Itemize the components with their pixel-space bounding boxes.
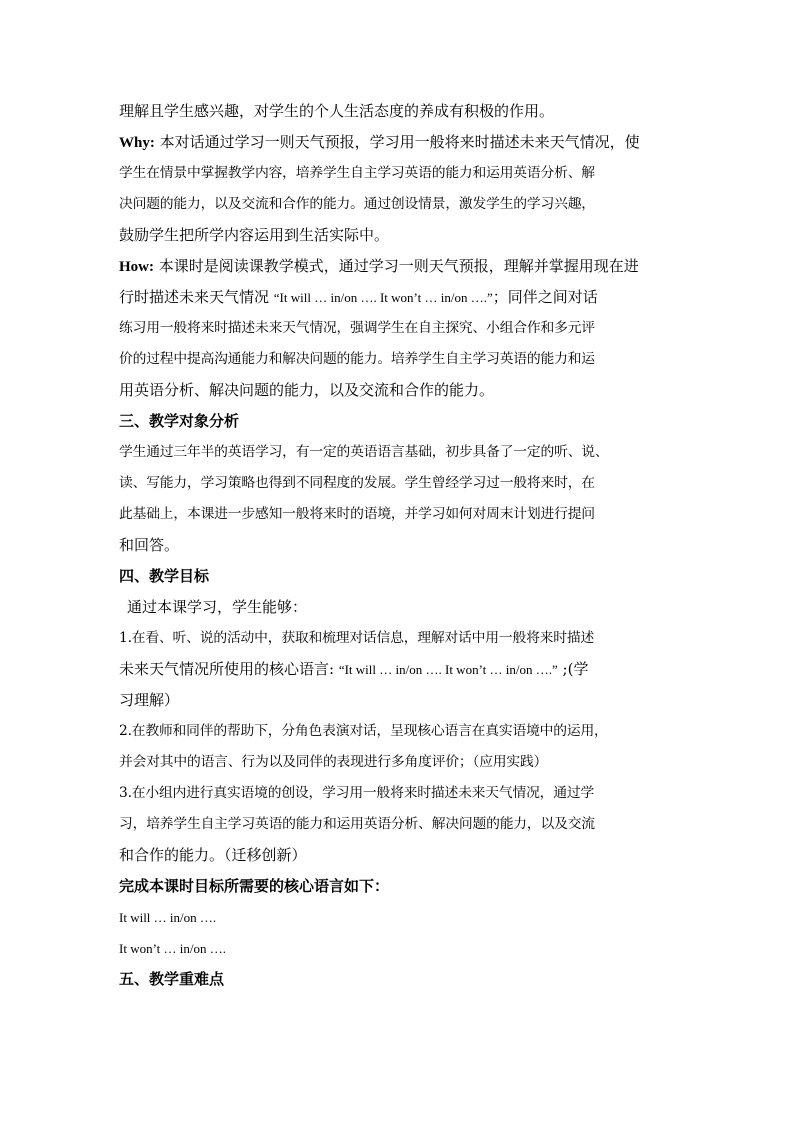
goal-text: 未来天气情况所使用的核心语言: [119, 660, 339, 678]
paragraph-line: 和回答。 [119, 536, 180, 554]
paragraph-line: 用英语分析、解决问题的能力，以及交流和合作的能力。 [119, 381, 495, 399]
how-text: ；同伴之间对话 [492, 288, 598, 306]
why-text: 本对话通过学习一则天气预报，学习用一般将来时描述未来天气情况，使 [154, 133, 640, 151]
goal-text: ;(学 [557, 660, 589, 678]
why-paragraph-line [119, 127, 687, 158]
goal-line: 并会对其中的语言、行为以及同伴的表现进行多角度评价；（应用实践） [119, 754, 548, 770]
goal-line: 1.在看、听、说的活动中，获取和梳理对话信息，理解对话中用一般将来时描述 [119, 630, 595, 646]
goal-line: 习理解） [119, 691, 180, 709]
paragraph-line: 读、写能力，学习策略也得到不同程度的发展。学生曾经学习过一般将来时，在 [119, 475, 595, 491]
how-text: 本课时是阅读课教学模式，通过学习一则天气预报，理解并掌握用现在进 [154, 257, 639, 275]
paragraph-line: 此基础上，本课进一步感知一般将来时的语境，并学习如何对周末计划进行提问 [119, 506, 595, 522]
paragraph-line: 价的过程中提高沟通能力和解决问题的能力。培养学生自主学习英语的能力和运 [119, 351, 595, 367]
goal-line: 和合作的能力。（迁移创新） [119, 846, 307, 864]
goal-line: 2.在教师和同伴的帮助下，分角色表演对话，呈现核心语言在真实语境中的运用， [119, 723, 608, 739]
paragraph-line: 理解且学生感兴趣，对学生的个人生活态度的养成有积极的作用。 [119, 102, 555, 120]
core-language-inline: “It will … in/on …. It won’t … in/on ….” [338, 662, 558, 677]
paragraph-line: 鼓励学生把所学内容运用到生活实际中。 [119, 226, 390, 244]
core-language-line: It will … in/on …. [119, 910, 217, 925]
how-text: 行时描述未来天气情况 [119, 288, 274, 306]
core-language-line: It won’t … in/on …. [119, 941, 227, 956]
goal-line [119, 654, 687, 685]
section-heading: 五、教学重难点 [119, 970, 225, 988]
section-heading: 四、教学目标 [119, 567, 210, 585]
goal-line: 习，培养学生自主学习英语的能力和运用英语分析、解决问题的能力，以及交流 [119, 816, 595, 832]
paragraph-line [119, 282, 687, 313]
paragraph-line: 决问题的能力，以及交流和合作的能力。通过创设情景，激发学生的学习兴趣， [119, 196, 595, 212]
document-page [119, 96, 687, 995]
how-paragraph-line [119, 251, 687, 282]
how-label: How: [119, 259, 154, 275]
section-heading: 三、教学对象分析 [119, 412, 240, 430]
paragraph-line: 学生在情景中掌握教学内容，培养学生自主学习英语的能力和运用英语分析、解 [119, 165, 595, 181]
core-language-inline: “It will … in/on …. It won’t … in/on ….” [273, 290, 493, 305]
goal-line: 3.在小组内进行真实语境的创设，学习用一般将来时描述未来天气情况，通过学 [119, 785, 595, 801]
core-language-heading: 完成本课时目标所需要的核心语言如下： [119, 877, 390, 895]
paragraph-line: 学生通过三年半的英语学习，有一定的英语语言基础，初步具备了一定的听、说、 [119, 444, 609, 460]
paragraph-line: 练习用一般将来时描述未来天气情况，强调学生在自主探究、小组合作和多元评 [119, 320, 595, 336]
paragraph-line: 通过本课学习，学生能够： [127, 598, 308, 616]
why-label: Why: [119, 135, 155, 151]
